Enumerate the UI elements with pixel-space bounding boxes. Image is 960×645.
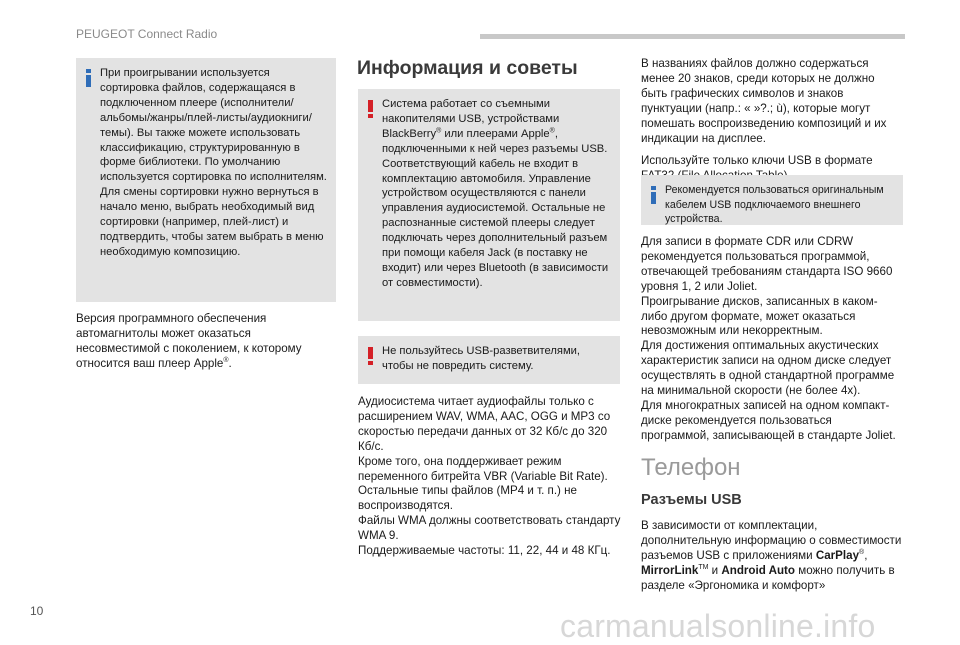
manual-title: PEUGEOT Connect Radio [76, 27, 218, 41]
warning-box-devices [358, 89, 620, 321]
warning-box-usb-hub [358, 336, 620, 384]
info-icon [648, 186, 659, 204]
file-names-paragraph: В названиях файлов должно содержаться менее 20 знаков, среди которых не должно быть графических символов и знаков пунктуации (напр.: « »?.; ù), которые могут помешать воспроизведению композиций и их индикации на дисплее. Используйте только ключи USB в формате [641, 57, 887, 168]
info-box-sorting [76, 58, 336, 302]
usb-connectors-paragraph: В зависимости от комплектации, дополнительную информацию о совместимости разъемов USB с приложениями CarPlay®, MirrorLink™ и Android Auto можно получить в разделе «Эргономика и комфорт» [641, 519, 902, 592]
section-heading-info-tips: Информация и советы [357, 57, 578, 79]
watermark-text: carmanualsonline.info [560, 608, 876, 644]
apple-compat-paragraph: Версия программного обеспечения автомагнитолы может оказаться несовместимой с поколением, к которому относится ваш плеер Apple®. [76, 312, 302, 370]
cd-recording-paragraph: Для записи в формате CDR или CDRW рекомендуется пользоваться программой, отвечающей требованиям стандарта ISO 9660 уровня 1, 2 или Joliet. Проигрывание дисков, записанных в каком-либо другом формате, может оказаться невозможным или некорректным. Для достижения оптимальных акустических характеристик записи на одном диске следует осуществлять в одной стандартной программе на минимальной скорости (не более 4x). Для многократных записей на одном компакт-диске рекомендуется пользоваться программой, записывающей в стандарте Joliet. [641, 235, 896, 442]
info-box-cable-text: Рекомендуется пользоваться оригинальным кабелем USB подключаемого внешнего устройства. [665, 184, 884, 225]
info-icon [83, 69, 94, 87]
warning-box-devices-text: Система работает со съемными накопителями USB, устройствами BlackBerry® или плеерами Apple®, подключенными к ней через разъемы USB. Соответствующий кабель не входит в комплектацию автомобиля. Управление устройством осуществляются с панели управления аудиосистемой. Остальные не распознанные системой плееры следует подключать через дополнительный разъем при помощи кабеля Jack (в поставку не входит) или через Bluetooth (в зависимости от совместимости). [382, 98, 609, 289]
page-number: 10 [30, 604, 44, 618]
info-box-cable [641, 175, 903, 225]
subsection-title-usb: Разъемы USB [641, 492, 742, 508]
chapter-title-phone: Телефон [641, 454, 741, 481]
audio-formats-paragraph: Аудиосистема читает аудиофайлы только с расширением WAV, WMA, AAC, OGG и MP3 со скоростью передачи данных от 32 Кб/с до 320 Кб/с. Кроме того, она поддерживает режим переменного битрейта VBR (Variable Bit Rate). Остальные типы файлов (MP4 и т. п.) не воспроизводятся. Файлы WMA должны соответствовать стандарту WMA 9. Поддерживаемые частоты: 11, 22, 44 и 48 КГц. [358, 395, 621, 558]
info-box-sorting-text: При проигрывании используется сортировка файлов, содержащаяся в подключенном плеере (исполнители/альбомы/жанры/плей-листы/аудиокниги/темы). Вы также можете использовать классификацию, структурированную в форме библиотеки. По умолчанию используется сортировка по исполнителям. Для смены сортировки нужно вернуться в начало меню, выбрать необходимый вид сортировки (например, плей-лист) и подтвердить, чтобы затем выбрать в меню необходимую композицию. [100, 67, 327, 258]
warning-icon [365, 347, 376, 365]
header-divider-bar [480, 34, 905, 39]
warning-box-usb-hub-text: Не пользуйтесь USB-разветвителями, чтобы не повредить систему. [382, 345, 581, 372]
warning-icon [365, 100, 376, 118]
